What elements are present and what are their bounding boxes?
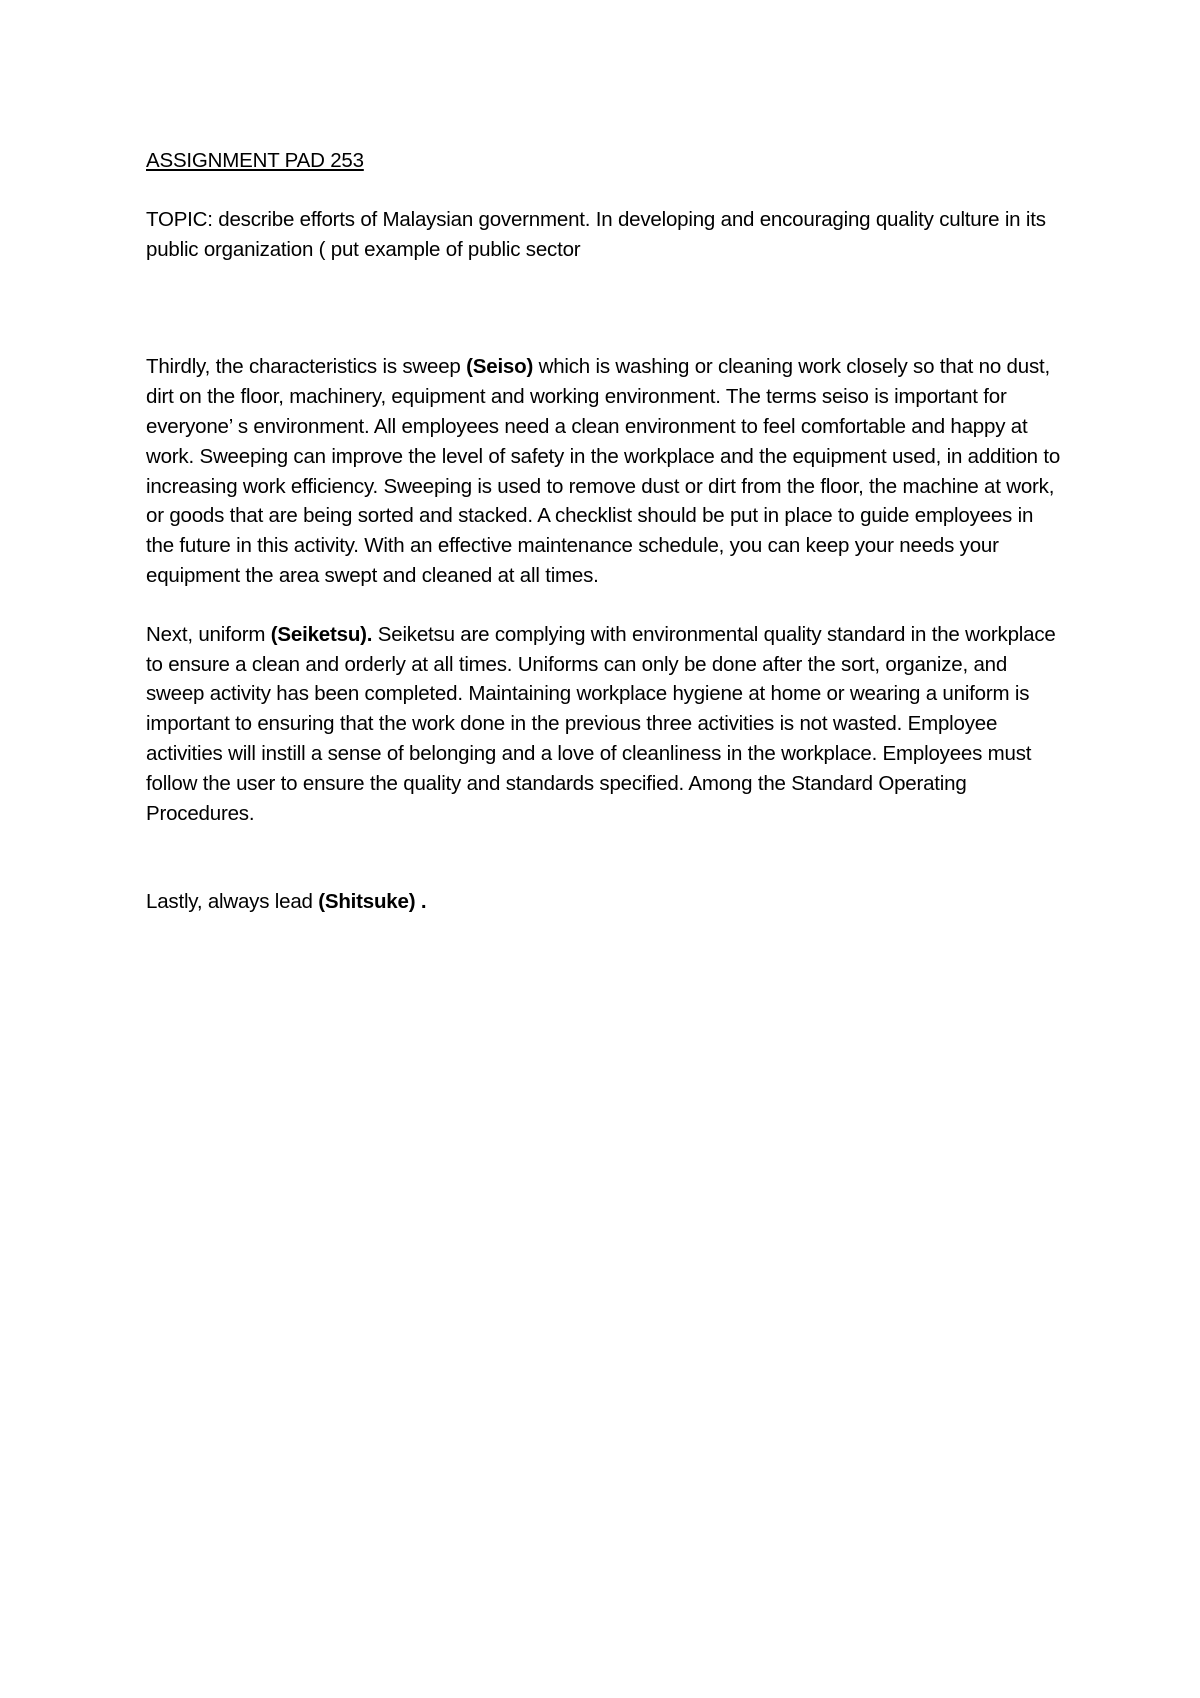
paragraph-body-text: which is washing or cleaning work closely so that no dust, dirt on the floor, machinery, equipment and working environment. The terms seiso is important for everyone’ s environment. All employees need a clean environment to feel comfortable and happy at work. Sweeping can improve the level of safety in the workplace and the equipment used, in addition to increasing work efficiency. Sweeping is used to remove dust or dirt from the floor, the machine at work, or goods that are being sorted and stacked. A checklist should be put in place to guide employees in the future in this activity. With an effective maintenance schedule, you can keep your needs your equipment the area swept and cleaned at all times. — [146, 355, 1061, 587]
paragraph-lead-text: Lastly, always lead — [146, 890, 319, 914]
term-shitsuke: (Shitsuke) . — [318, 890, 427, 914]
term-seiketsu: (Seiketsu). — [270, 622, 373, 646]
document-body — [146, 146, 1066, 917]
seiketsu-paragraph — [146, 620, 1066, 829]
paragraph-lead-text: Next, uniform — [146, 622, 271, 646]
document-title: ASSIGNMENT PAD 253 — [146, 149, 364, 172]
paragraph-lead-text: Thirdly, the characteristics is sweep — [146, 355, 467, 379]
paragraph-body-text: Seiketsu are complying with environmental quality standard in the workplace to ensure a clean and orderly at all times. Uniforms can only be done after the sort, organize, and sweep activity has been completed. Maintaining workplace hygiene at home or wearing a uniform is important to ensuring that the work done in the previous three activities is not wasted. Employee activities will instill a sense of belonging and a love of cleanliness in the workplace. Employees must follow the user to ensure the quality and standards specified. Among the Standard Operating Procedures. — [146, 622, 1056, 825]
topic-paragraph: TOPIC: describe efforts of Malaysian government. In developing and encouraging quality culture in its public organization ( put example of public sector — [146, 207, 1046, 261]
seiso-paragraph — [146, 352, 1066, 590]
shitsuke-paragraph — [146, 887, 1066, 917]
term-seiso: (Seiso) — [466, 355, 534, 379]
